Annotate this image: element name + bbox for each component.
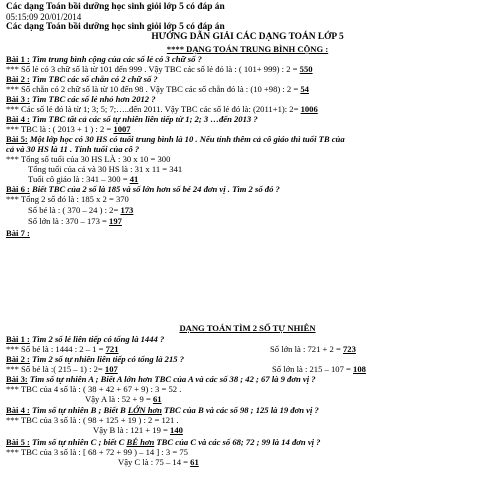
s2-problem-1-heading: Bài 1 : Tìm 2 số lẻ liên tiếp có tổng là 1444 ? (6, 334, 165, 344)
section-title-two-numbers: DẠNG TOÁN TÌM 2 SỐ TỰ NHIÊN (179, 323, 316, 333)
problem-3-solution: *** Các số lẻ đó là từ 1; 3; 5; 7;…..đến 2011. Vậy TBC các số lẻ đó là: (2011+1): 2= 1006 (6, 104, 318, 114)
problem-1-heading: Bài 1 : Tìm trung bình cộng của các số lẻ có 3 chữ số ? (6, 54, 202, 64)
s2-problem-4-heading: Bài 4 : Tìm số tự nhiên B ; Biết B LỚN hơn TBC của B và các số 98 ; 125 là 19 đơn vị ? (6, 405, 319, 415)
problem-1-solution: *** Số lẻ có 3 chữ số là từ 101 đến 999 . Vậy TBC các số lẻ đó là : ( 101+ 999) : 2 = 550 (6, 64, 313, 74)
s2-problem-1-solution-b: Số lớn là : 721 + 2 = 723 (270, 344, 356, 354)
document-subtitle: Các dạng Toán bồi dưỡng học sinh giỏi lớp 5 có đáp án (6, 22, 225, 32)
problem-5-solution-2: Tổng tuổi của cả và 30 HS là : 31 x 11 = 341 (28, 164, 183, 174)
section-title-average: **** DẠNG TOÁN TRUNG BÌNH CỘNG : (166, 44, 329, 54)
s2-problem-5-solution-2: Vậy C là : 75 – 14 = 61 (118, 457, 199, 467)
s2-problem-5-heading: Bài 5 : Tìm số tự nhiên C ; biết C BÉ hơn TBC của C và các số 68; 72 ; 99 là 14 đơn vị ? (6, 437, 321, 447)
problem-2-solution: *** Số chẵn có 2 chữ số là từ 10 đến 98 . Vậy TBC các số chẵn đó là : (10 +98) : 2 = 54 (6, 84, 309, 94)
problem-2-heading: Bài 2 : Tìm TBC các số chẵn có 2 chữ số ? (6, 74, 158, 84)
s2-problem-1-solution: *** Số bé là : 1444 : 2 – 1 = 721 (6, 344, 119, 354)
problem-6-solution-2: Số bé là : ( 370 – 24 ) : 2= 173 (28, 205, 134, 215)
problem-5-heading-cont: cả và 30 HS là 11 . Tính tuổi của cô ? (6, 144, 140, 154)
s2-problem-5-solution-1: *** TBC của 3 số là : [ 68 + 72 + 99 ) – 14 ] : 3 = 75 (6, 447, 188, 457)
problem-4-heading: Bài 4 : Tìm TBC tất cả các số tự nhiên liên tiếp từ 1; 2; 3 …đến 2013 ? (6, 114, 258, 124)
s2-problem-2-heading: Bài 2 : Tìm 2 số tự nhiên liên tiếp có tổng là 215 ? (6, 354, 184, 364)
s2-problem-3-solution-2: Vậy A là : 52 + 9 = 61 (85, 394, 162, 404)
problem-5-heading: Bài 5: Một lớp học có 30 HS có tuổi trung bình là 10 . Nếu tính thêm cả cô giáo thì tuổi TB của (6, 134, 345, 144)
s2-problem-4-solution-1: *** TBC của 3 số là : ( 98 + 125 + 19 ) : 2 = 121 . (6, 415, 179, 425)
document-title: Các dạng Toán bồi dưỡng học sinh giỏi lớp 5 có đáp án (6, 2, 225, 12)
s2-problem-4-solution-2: Vậy B là : 121 + 19 = 140 (93, 425, 183, 435)
problem-7-heading: Bài 7 : (6, 228, 30, 238)
timestamp: 05:15:09 20/01/2014 (6, 12, 82, 22)
s2-problem-2-solution: *** Số bé là :( 215 – 1) : 2= 107 (6, 364, 118, 374)
problem-6-heading: Bài 6 : Biết TBC của 2 số là 185 và số lớn hơn số bé 24 đơn vị . Tìm 2 số đó ? (6, 184, 280, 194)
problem-5-solution-3: Tuổi cô giáo là : 341 – 300 = 41 (28, 174, 139, 184)
s2-problem-2-solution-b: Số lớn là : 215 – 107 = 108 (272, 364, 366, 374)
problem-6-solution-3: Số lớn là : 370 – 173 = 197 (28, 216, 122, 226)
problem-5-solution-1: *** Tổng số tuổi của 30 HS LÀ : 30 x 10 = 300 (6, 154, 171, 164)
s2-problem-3-heading: Bài 3: Tìm số tự nhiên A ; Biết A lớn hơn TBC của A và các số 38 ; 42 ; 67 là 9 đơn vị ? (6, 374, 316, 384)
problem-4-solution: *** TBC là : ( 2013 + 1 ) : 2 = 1007 (6, 124, 131, 134)
guide-heading: HƯỚNG DẪN GIẢI CÁC DẠNG TOÁN LỚP 5 (151, 32, 344, 42)
problem-3-heading: Bài 3 : Tìm TBC các số lẻ nhỏ hơn 2012 ? (6, 94, 156, 104)
s2-problem-3-solution-1: *** TBC của 4 số là : ( 38 + 42 + 67 + 9) : 3 = 52 . (6, 384, 182, 394)
problem-6-solution-1: *** Tổng 2 số đó là : 185 x 2 = 370 (6, 194, 129, 204)
